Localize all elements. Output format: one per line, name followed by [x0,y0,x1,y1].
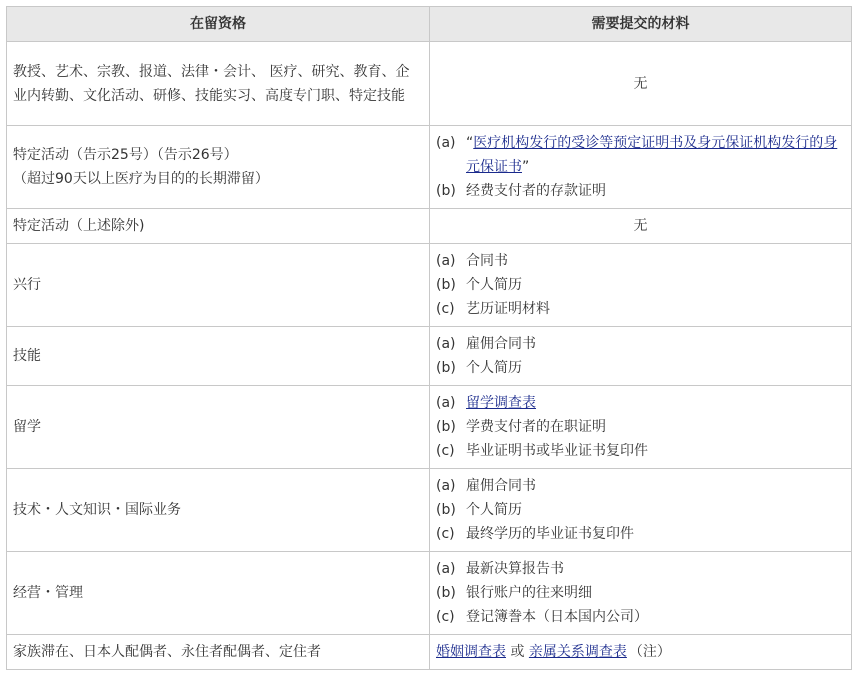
item-label: (a) [436,395,456,411]
table-row [7,552,852,635]
material-item [436,605,845,629]
item-label: (c) [436,526,455,542]
item-label: (b) [436,183,456,199]
table-row [7,386,852,469]
material-item [436,356,845,380]
status-line: （超过90天以上医疗为目的的长期滞留） [13,171,269,187]
table-row [7,469,852,552]
material-item [436,498,845,522]
marriage-survey-link[interactable]: 婚姻调查表 [436,644,506,660]
item-label: (c) [436,443,455,459]
item-text: 个人简历 [466,277,522,293]
status-cell: 留学 [7,386,430,469]
status-cell: 经营・管理 [7,552,430,635]
table-row [7,126,852,209]
material-item [436,522,845,546]
item-text: 个人简历 [466,360,522,376]
item-text: 银行账户的往来明细 [466,585,592,601]
item-text: 个人简历 [466,502,522,518]
table-row [7,635,852,670]
table-row [7,42,852,126]
material-item [436,439,845,463]
item-text: 学费支付者的在职证明 [466,419,606,435]
status-cell: 技能 [7,327,430,386]
item-text: 最新决算报告书 [466,561,564,577]
medical-certificate-link[interactable]: 医疗机构发行的受诊等预定证明书及身元保证机构发行的身元保证书 [466,135,838,175]
relationship-survey-link[interactable]: 亲属关系调查表 [528,644,627,660]
material-item [436,179,845,203]
status-cell: 教授、艺术、宗教、报道、法律・会计、 医疗、研究、教育、企业内转勤、文化活动、研修、技能实习、高度专门职、特定技能 [7,42,430,126]
materials-cell [430,126,852,209]
materials-cell: 无 [430,42,852,126]
header-materials: 需要提交的材料 [430,7,852,42]
materials-cell [430,552,852,635]
header-status: 在留资格 [7,7,430,42]
item-text: 登记簿誊本（日本国内公司） [466,609,648,625]
item-label: (c) [436,609,455,625]
item-label: (a) [436,253,456,269]
residence-status-table [6,6,852,670]
material-item [436,131,845,179]
item-label: (b) [436,419,456,435]
status-cell: 家族滞在、日本人配偶者、永住者配偶者、定住者 [7,635,430,670]
item-text: 雇佣合同书 [466,478,536,494]
or-text: 或 [510,644,525,660]
table-row [7,209,852,244]
item-label: (c) [436,301,455,317]
materials-cell [430,327,852,386]
status-cell [7,126,430,209]
item-text: 合同书 [466,253,508,269]
item-label: (b) [436,277,456,293]
item-label: (a) [436,336,456,352]
item-text: 毕业证明书或毕业证书复印件 [466,443,648,459]
materials-cell [430,635,852,670]
quote-close: ” [522,159,530,175]
material-item [436,273,845,297]
note-marker: （注） [628,644,671,660]
item-text: 最终学历的毕业证书复印件 [466,526,634,542]
item-label: (b) [436,585,456,601]
quote-open: “ [466,135,474,151]
material-item [436,474,845,498]
materials-cell [430,244,852,327]
status-line: 特定活动（告示25号）（告示26号） [13,147,238,163]
item-label: (a) [436,561,456,577]
table-header-row [7,7,852,42]
study-abroad-survey-link[interactable]: 留学调查表 [466,395,536,411]
item-label: (b) [436,502,456,518]
material-item [436,391,845,415]
item-label: (a) [436,135,456,151]
material-item [436,332,845,356]
status-cell: 兴行 [7,244,430,327]
item-text: 艺历证明材料 [466,301,550,317]
table-row [7,244,852,327]
materials-cell: 无 [430,209,852,244]
item-text: 雇佣合同书 [466,336,536,352]
status-cell: 技术・人文知识・国际业务 [7,469,430,552]
item-label: (a) [436,478,456,494]
material-item [436,557,845,581]
material-item [436,297,845,321]
material-item [436,415,845,439]
material-item [436,581,845,605]
materials-cell [430,386,852,469]
item-text: 经费支付者的存款证明 [466,183,606,199]
materials-cell [430,469,852,552]
table-row [7,327,852,386]
item-label: (b) [436,360,456,376]
material-item [436,249,845,273]
status-cell: 特定活动（上述除外) [7,209,430,244]
